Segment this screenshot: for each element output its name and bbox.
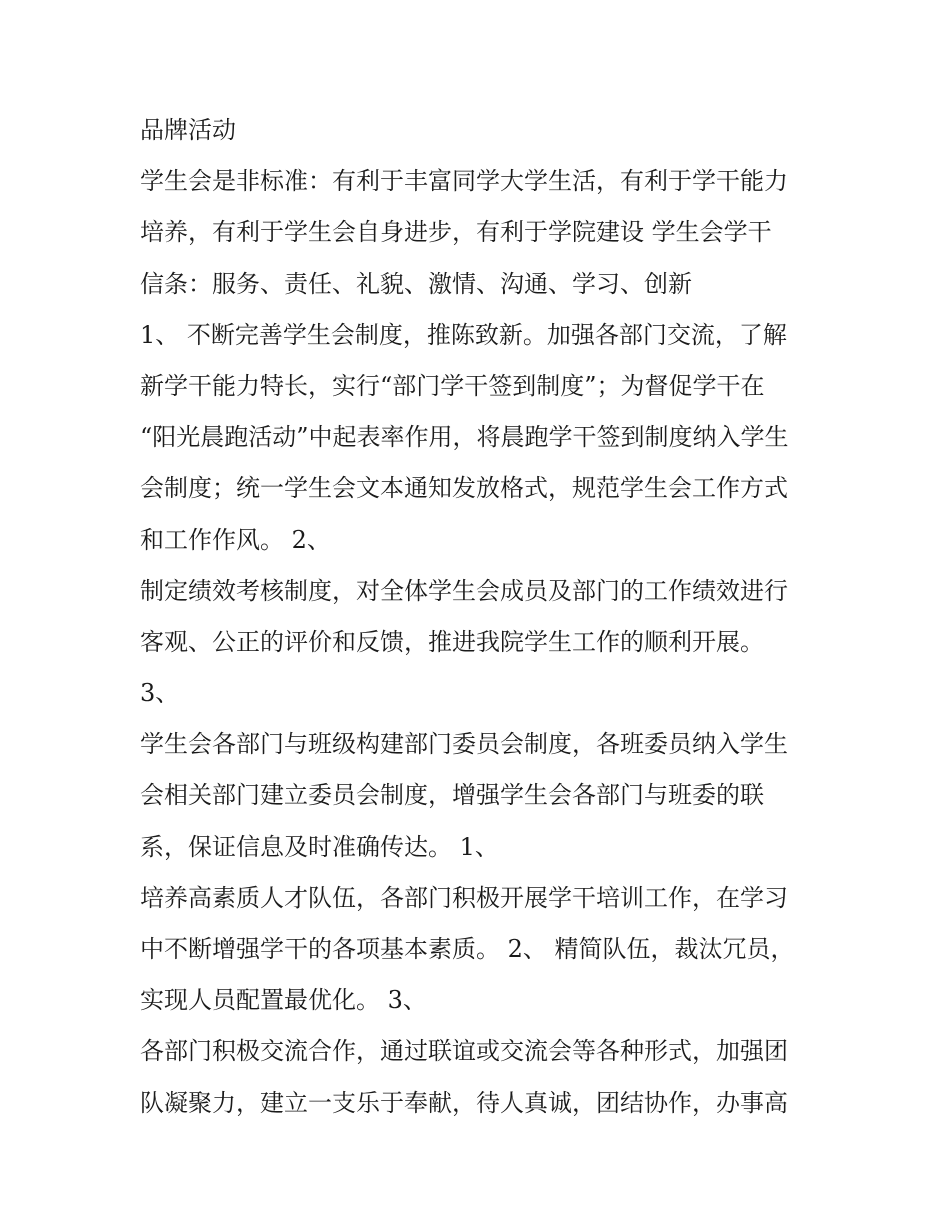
text-line: 中不断增强学干的各项基本素质。 2、 精简队伍，裁汰冗员， (140, 935, 795, 963)
text-line: 实现人员配置最优化。 3、 (140, 986, 427, 1015)
text-line: 队凝聚力，建立一支乐于奉献，待人真诚，团结协作，办事高 (140, 1088, 788, 1117)
text-line: 信条：服务、责任、礼貌、激情、沟通、学习、创新 (140, 269, 692, 298)
text-line: 1、 不断完善学生会制度，推陈致新。加强各部门交流，了解 (140, 320, 787, 349)
text-line: 学生会是非标准：有利于丰富同学大学生活，有利于学干能力 (140, 167, 788, 196)
text-line: 系，保证信息及时准确传达。 1、 (140, 832, 499, 861)
text-line: “阳光晨跑活动”中起表率作用，将晨跑学干签到制度纳入学生 (140, 423, 789, 452)
text-line: 会相关部门建立委员会制度，增强学生会各部门与班委的联 (140, 781, 764, 810)
text-line: 会制度；统一学生会文本通知发放格式，规范学生会工作方式 (140, 474, 788, 503)
text-line: 客观、公正的评价和反馈，推进我院学生工作的顺利开展。 (140, 627, 764, 656)
text-line: 新学干能力特长，实行“部门学干签到制度”；为督促学干在 (140, 371, 765, 400)
text-line: 和工作作风。 2、 (140, 525, 331, 554)
text-line: 学生会各部门与班级构建部门委员会制度，各班委员纳入学生 (140, 730, 788, 759)
text-line: 培养高素质人才队伍，各部门积极开展学干培训工作，在学习 (140, 883, 788, 912)
text-line: 3、 (140, 679, 180, 708)
document-body (140, 108, 830, 1132)
text-line: 培养，有利于学生会自身进步，有利于学院建设 学生会学干 (140, 218, 772, 247)
text-line: 各部门积极交流合作，通过联谊或交流会等各种形式，加强团 (140, 1037, 788, 1066)
text-line: 制定绩效考核制度，对全体学生会成员及部门的工作绩效进行 (140, 576, 788, 605)
document-title: 品牌活动 (140, 116, 236, 144)
